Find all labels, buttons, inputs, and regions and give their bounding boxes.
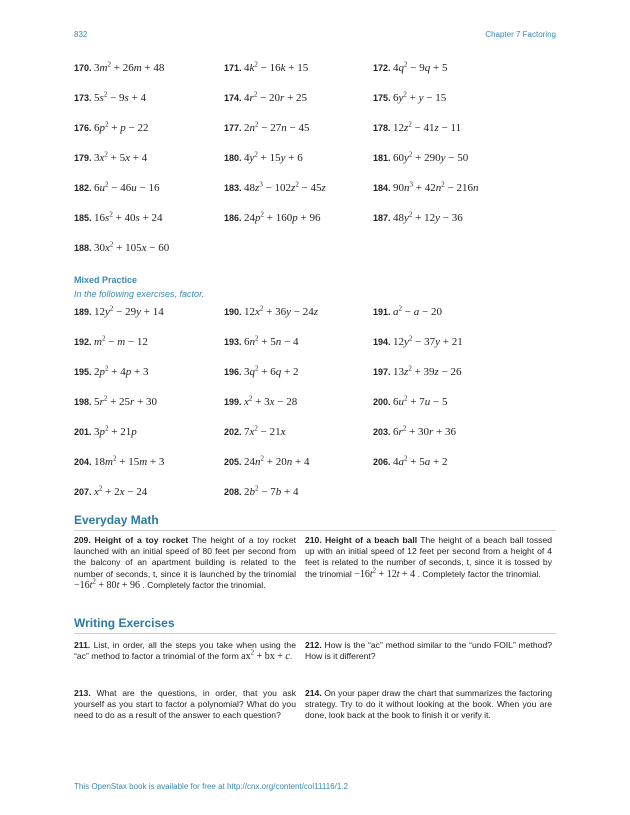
problem-expression: $48z^3 - 102z^2 - 45z$ [244,180,326,194]
problem-184 [373,182,478,194]
problem-194 [373,336,463,348]
problem-row [74,122,556,152]
problem-row [74,182,556,212]
problem-212-text: How is the “ac” method similar to the “undo FOIL” method? How is it different? [305,640,553,662]
problem-row [74,486,556,516]
problem-178 [373,122,461,134]
problem-number: 201. [74,427,95,437]
problem-171 [224,62,308,74]
footer-note: This OpenStax book is available for free at http://cnx.org/content/col11116/1.2 [74,782,348,791]
problem-expression: $2p^2 + 4p + 3$ [94,364,149,378]
problem-211-expr: $ax^2$ + bx + c [241,648,290,663]
problem-expression: $m^2 - m - 12$ [94,334,148,348]
problem-196 [224,366,298,378]
problem-209-title: 209. Height of a toy rocket [74,535,189,545]
problem-number: 183. [224,183,245,193]
problem-number: 187. [373,213,394,223]
problem-189 [74,306,164,318]
problem-208 [224,486,298,498]
problem-expression: $12y^2 - 37y + 21$ [393,334,463,348]
problem-203 [373,426,456,438]
problem-expression: $6p^2 + p - 22$ [94,120,149,134]
problem-number: 188. [74,243,95,253]
problem-expression: $x^2 + 2x - 24$ [94,484,148,498]
problem-expression: $2b^2 - 7b + 4$ [244,484,299,498]
problem-197 [373,366,462,378]
problem-row [74,426,556,456]
problem-190 [224,306,318,318]
problem-number: 192. [74,337,95,347]
problem-expression: $7x^2 - 21x$ [244,424,286,438]
problem-expression: $16s^2 + 40s + 24$ [94,210,163,224]
problem-number: 176. [74,123,95,133]
problem-number: 182. [74,183,95,193]
problem-179 [74,152,147,164]
problem-209-text: The height of a toy rocket launched with an initial speed of 80 feet per second from the balcony of an apartment building is related to the number of seconds, t, since it is launched by the trinomial [74,535,296,579]
problem-row [74,212,556,242]
problem-number: 170. [74,63,95,73]
problem-expression: $18m^2 + 15m + 3$ [94,454,165,468]
problem-expression: $13z^2 + 39z - 26$ [393,364,462,378]
problem-number: 204. [74,457,95,467]
problem-195 [74,366,148,378]
problem-number: 190. [224,307,245,317]
problem-row [74,242,556,272]
problem-187 [373,212,463,224]
problem-212 [305,640,552,662]
problem-193 [224,336,298,348]
problem-row [74,456,556,486]
problem-expression: $4q^2 - 9q + 5$ [393,60,448,74]
problem-expression: $12y^2 - 29y + 14$ [94,304,164,318]
problem-199 [224,396,297,408]
problem-number: 199. [224,397,245,407]
problem-expression: $12z^2 - 41z - 11$ [393,120,462,134]
problem-170 [74,62,164,74]
problem-expression: $2n^2 - 27n - 45$ [244,120,310,134]
page-number: 832 [74,30,88,39]
problem-200 [373,396,447,408]
problem-grid-b [74,306,556,516]
problem-row [74,396,556,426]
mixed-practice-title: Mixed Practice [74,275,138,285]
chapter-title: Chapter 7 Factoring [485,30,556,39]
problem-210-title: 210. Height of a beach ball [305,535,418,545]
problem-number: 175. [373,93,394,103]
problem-row [74,336,556,366]
problem-198 [74,396,157,408]
problem-186 [224,212,320,224]
problem-205 [224,456,309,468]
problem-number: 198. [74,397,95,407]
problem-expression: $6u^2 - 46u - 16$ [94,180,160,194]
problem-row [74,152,556,182]
problem-number: 186. [224,213,245,223]
writing-exercises-heading: Writing Exercises [74,616,175,630]
problem-211-text: List, in order, all the steps you take when using the “ac” method to factor a trinomial of the form [74,640,296,662]
problem-expression: $4y^2 + 15y + 6$ [244,150,303,164]
problem-211-text-after: . [289,651,293,662]
problem-201 [74,426,137,438]
problem-expression: $4a^2 + 5a + 2$ [393,454,448,468]
problem-number: 173. [74,93,95,103]
problem-number: 200. [373,397,394,407]
problem-207 [74,486,147,498]
problem-214-text: On your paper draw the chart that summarizes the factoring strategy. Try to do it without looking at the book. When you are done, look back at the book to finish it or verify it. [305,688,553,721]
problem-row [74,92,556,122]
problem-172 [373,62,447,74]
problem-185 [74,212,163,224]
problem-211-num: 211. [74,640,91,650]
problem-number: 196. [224,367,245,377]
divider [74,633,556,634]
problem-209-text-after: . Completely factor the trinomial. [142,579,266,590]
problem-row [74,366,556,396]
problem-number: 172. [373,63,394,73]
problem-expression: $60y^2 + 290y - 50$ [393,150,469,164]
problem-expression: $x^2 + 3x - 28$ [244,394,298,408]
problem-expression: $4k^2 - 16k + 15$ [244,60,309,74]
problem-182 [74,182,159,194]
problem-174 [224,92,307,104]
problem-210-expr: $-16t^2 + 12t + 4$ [354,566,416,580]
problem-number: 174. [224,93,245,103]
problem-213 [74,688,296,722]
problem-number: 193. [224,337,245,347]
problem-number: 208. [224,487,245,497]
problem-number: 180. [224,153,245,163]
problem-180 [224,152,303,164]
problem-number: 195. [74,367,95,377]
problem-177 [224,122,309,134]
problem-206 [373,456,447,468]
problem-expression: $6y^2 + y - 15$ [393,90,447,104]
problem-188 [74,242,169,254]
problem-expression: $24n^2 + 20n + 4$ [244,454,310,468]
problem-210-text: The height of a beach ball tossed up with an initial speed of 12 feet per second from a height of 4 feet is related to the number of seconds, t, since it is tossed by the trinomial [305,535,552,579]
problem-number: 171. [224,63,245,73]
problem-209-expr: $-16t^2 + 80t + 96$ [74,577,140,591]
problem-213-text: What are the questions, in order, that you ask yourself as you start to factor a polynomial? What do you need to do as a result of the answer to each question? [74,688,296,721]
problem-183 [224,182,326,194]
problem-209 [74,535,296,591]
problem-number: 205. [224,457,245,467]
problem-expression: $30x^2 + 105x - 60$ [94,240,170,254]
problem-number: 189. [74,307,95,317]
problem-214-num: 214. [305,688,322,698]
problem-192 [74,336,148,348]
problem-number: 184. [373,183,394,193]
problem-expression: $12x^2 + 36y - 24z$ [244,304,319,318]
problem-number: 178. [373,123,394,133]
problem-211 [74,640,296,662]
problem-row [74,62,556,92]
problem-214 [305,688,552,722]
problem-expression: $a^2 - a - 20$ [393,304,442,318]
problem-expression: $6u^2 + 7u - 5$ [393,394,448,408]
problem-175 [373,92,446,104]
problem-176 [74,122,148,134]
problem-expression: $3x^2 + 5x + 4$ [94,150,148,164]
problem-expression: $6r^2 + 30r + 36$ [393,424,457,438]
divider [74,530,556,531]
problem-number: 197. [373,367,394,377]
problem-213-num: 213. [74,688,91,698]
problem-191 [373,306,442,318]
problem-number: 179. [74,153,95,163]
problem-202 [224,426,286,438]
problem-212-num: 212. [305,640,322,650]
problem-number: 177. [224,123,245,133]
problem-expression: $5s^2 - 9s + 4$ [94,90,147,104]
problem-number: 185. [74,213,95,223]
problem-number: 207. [74,487,95,497]
problem-204 [74,456,164,468]
problem-expression: $5r^2 + 25r + 30$ [94,394,158,408]
problem-number: 194. [373,337,394,347]
mixed-practice-instruction: In the following exercises, factor. [74,289,205,299]
everyday-math-heading: Everyday Math [74,513,159,527]
problem-expression: $6n^2 + 5n - 4$ [244,334,299,348]
problem-210 [305,535,552,580]
problem-row [74,306,556,336]
problem-expression: $24p^2 + 160p + 96$ [244,210,321,224]
problem-expression: $3p^2 + 21p$ [94,424,137,438]
problem-expression: $3m^2 + 26m + 48$ [94,60,165,74]
problem-number: 181. [373,153,394,163]
problem-181 [373,152,468,164]
problem-expression: $4r^2 - 20r + 25$ [244,90,308,104]
problem-number: 206. [373,457,394,467]
problem-210-text-after: . Completely factor the trinomial. [417,568,541,579]
problem-173 [74,92,146,104]
problem-number: 191. [373,307,394,317]
problem-expression: $48y^2 + 12y - 36$ [393,210,463,224]
problem-expression: $90n^3 + 42n^2 - 216n$ [393,180,479,194]
page-header [74,30,556,44]
problem-expression: $3q^2 + 6q + 2$ [244,364,299,378]
problem-grid-a [74,62,556,272]
problem-number: 202. [224,427,245,437]
problem-number: 203. [373,427,394,437]
